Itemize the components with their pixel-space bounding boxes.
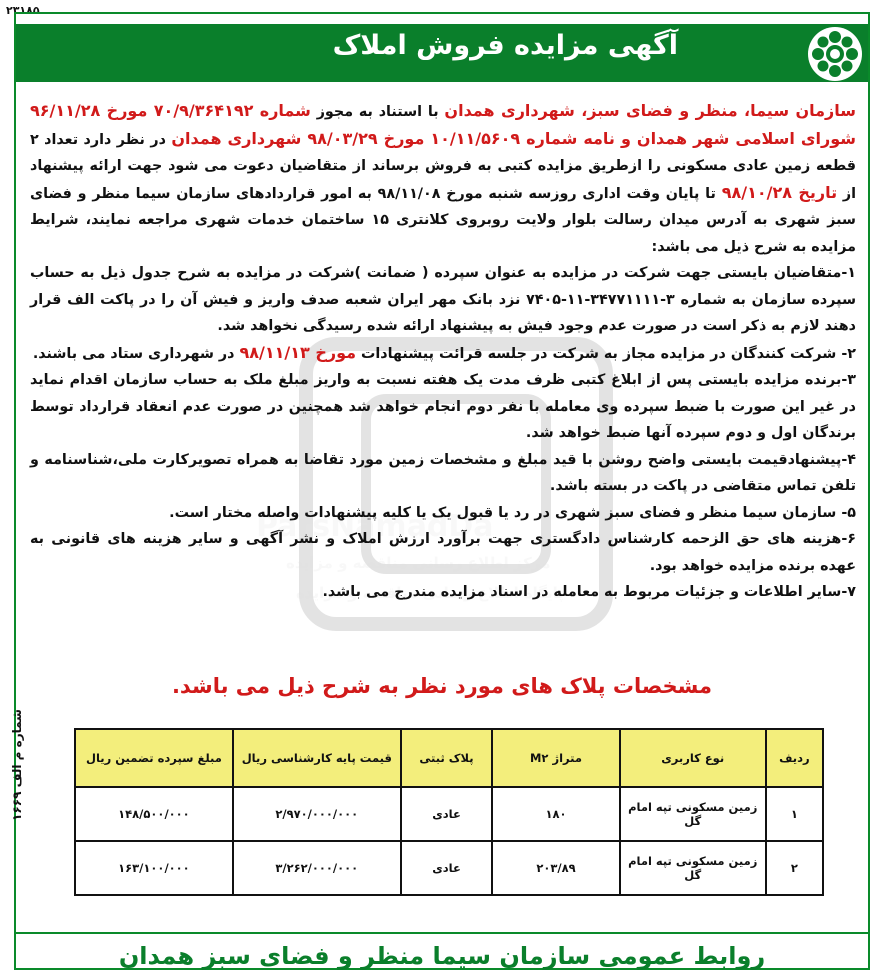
ad-number: ۲۳۱۸۵ (6, 4, 40, 17)
intro-date: تاریخ ۹۸/۱۰/۲۸ (721, 182, 838, 202)
cell-plate: عادی (401, 841, 493, 895)
intro-permit: شماره ۷۰/۹/۳۶۴۱۹۲ مورخ ۹۶/۱۱/۲۸ (30, 101, 311, 120)
intro-org: سازمان سیما، منظر و فضای سبز، شهرداری همدان (444, 101, 857, 120)
footer-signature: روابط عمومی سازمان سیما منظر و فضای سبز همدان (118, 942, 766, 970)
intro-letter: شورای اسلامی شهر همدان و نامه شماره ۱۰/۱۱/۵۶۰۹ مورخ ۹۸/۰۳/۲۹ شهرداری همدان (171, 128, 856, 148)
cell-usage: زمین مسکونی تپه امام گل (620, 787, 766, 841)
page-title: آگهی مزایده فروش املاک (332, 30, 678, 61)
col-deposit: مبلغ سپرده تضمین ریال (75, 729, 233, 787)
header-banner (16, 24, 868, 82)
table-row (75, 787, 823, 841)
ad-frame (10, 12, 870, 970)
cell-base-price: ۳/۲۶۲/۰۰۰/۰۰۰ (233, 841, 401, 895)
cell-row: ۱ (766, 787, 823, 841)
city-logo-icon (808, 27, 862, 81)
cell-usage: زمین مسکونی تپه امام گل (620, 841, 766, 895)
plates-table (74, 728, 824, 896)
ad-body (30, 98, 856, 606)
cell-deposit: ۱۴۸/۵۰۰/۰۰۰ (75, 787, 233, 841)
intro-text-1: با استناد به مجوز (310, 104, 445, 120)
condition-7: ۷-سایر اطلاعات و جزئیات مربوط به معامله در اسناد مزایده مندرج می باشد. (322, 584, 856, 600)
plates-heading: مشخصات پلاک های مورد نظر به شرح ذیل می باشد. (171, 674, 713, 698)
table-row (75, 841, 823, 895)
condition-6: ۶-هزینه های حق الزحمه کارشناس دادگستری جهت برآورد ارزش املاک و نشر آگهی و سایر هزینه های قانونی به عهده برنده مزایده خواهد بود. (30, 531, 856, 574)
col-area: متراژ M۲ (492, 729, 619, 787)
condition-3: ۳-برنده مزایده بایستی پس از ابلاغ کتبی ظرف مدت یک هفته نسبت به واریز مبلغ ملک به حساب سازمان اقدام نماید در غیر این صورت با ضبط سپرده وی معامله با نفر دوم انجام خواهد شد همچنین در صورت عدم انعقاد قرارداد توسط برندگان اول و دوم سپرده آنها ضبط خواهد شد. (30, 372, 856, 441)
footer-divider (16, 932, 868, 934)
condition-1: ۱-متقاضیان بایستی جهت شرکت در مزایده به عنوان سپرده ( ضمانت )شرکت در مزایده به شرح جدول ذیل به حساب سپرده سازمان به شماره ۳-۳۴۷۷۱۱۱۱-۱۱-۷۴۰۵ نزد بانک مهر ایران شعبه صدف واریز و فیش آن را در پاکت الف قرار دهند لازم به ذکر است در صورت عدم وجود فیش به پیشنهاد ارائه شده رسیدگی نخواهد شد. (30, 265, 857, 334)
cell-deposit: ۱۶۳/۱۰۰/۰۰۰ (75, 841, 233, 895)
col-base-price: قیمت پایه کارشناسی ریال (233, 729, 401, 787)
intro-text-2: در نظر دارد تعداد ۲ قطعه زمین عادی مسکونی را ازطریق مزایده کتبی به فروش برساند از متقاضیان دعوت می شود جهت ارائه پیشنهاد از (30, 131, 856, 202)
condition-5: ۵- سازمان سیما منظر و فضای سبز شهری در رد یا قبول یک یا کلیه پیشنهادات واصله مختار است. (169, 504, 856, 521)
condition-4: ۴-پیشنهادقیمت بایستی واضح روشن با قید مبلغ و مشخصات زمین مورد تقاضا به همراه تصویرکارت ملی،شناسنامه و تلفن تماس متقاضی در پاکت در بسته باشد. (30, 451, 856, 494)
col-plate: پلاک ثبتی (401, 729, 493, 787)
condition-2-date: مورخ ۹۸/۱۱/۱۳ (239, 342, 356, 362)
condition-2-text-b: در شهرداری ستاد می باشند. (32, 345, 240, 362)
cell-plate: عادی (401, 787, 493, 841)
col-usage: نوع کاربری (620, 729, 766, 787)
cell-area: ۱۸۰ (492, 787, 619, 841)
cell-base-price: ۲/۹۷۰/۰۰۰/۰۰۰ (233, 787, 401, 841)
table-header-row (75, 729, 823, 787)
cell-row: ۲ (766, 841, 823, 895)
reference-number: شماره م الف ۱۶۶۹ (10, 709, 24, 821)
condition-2-text-a: ۲- شرکت کنندگان در مزایده مجاز به شرکت در جلسه قرائت پیشنهادات (356, 345, 856, 362)
intro-text-3: تا پایان وقت اداری روزسه شنبه مورخ ۹۸/۱۱/۰۸ به امور قراردادهای سازمان سیما منظر و فضای سبز شهری به آدرس میدان رسالت بلوار ولایت روبروی کلانتری ۱۵ ساختمان خدمات شهری مراجعه نمایند، شرایط مزایده به شرح ذیل می باشد: (30, 185, 856, 255)
intro-paragraph (30, 98, 856, 260)
col-row: ردیف (766, 729, 823, 787)
cell-area: ۲۰۳/۸۹ (492, 841, 619, 895)
condition-2 (30, 340, 856, 368)
